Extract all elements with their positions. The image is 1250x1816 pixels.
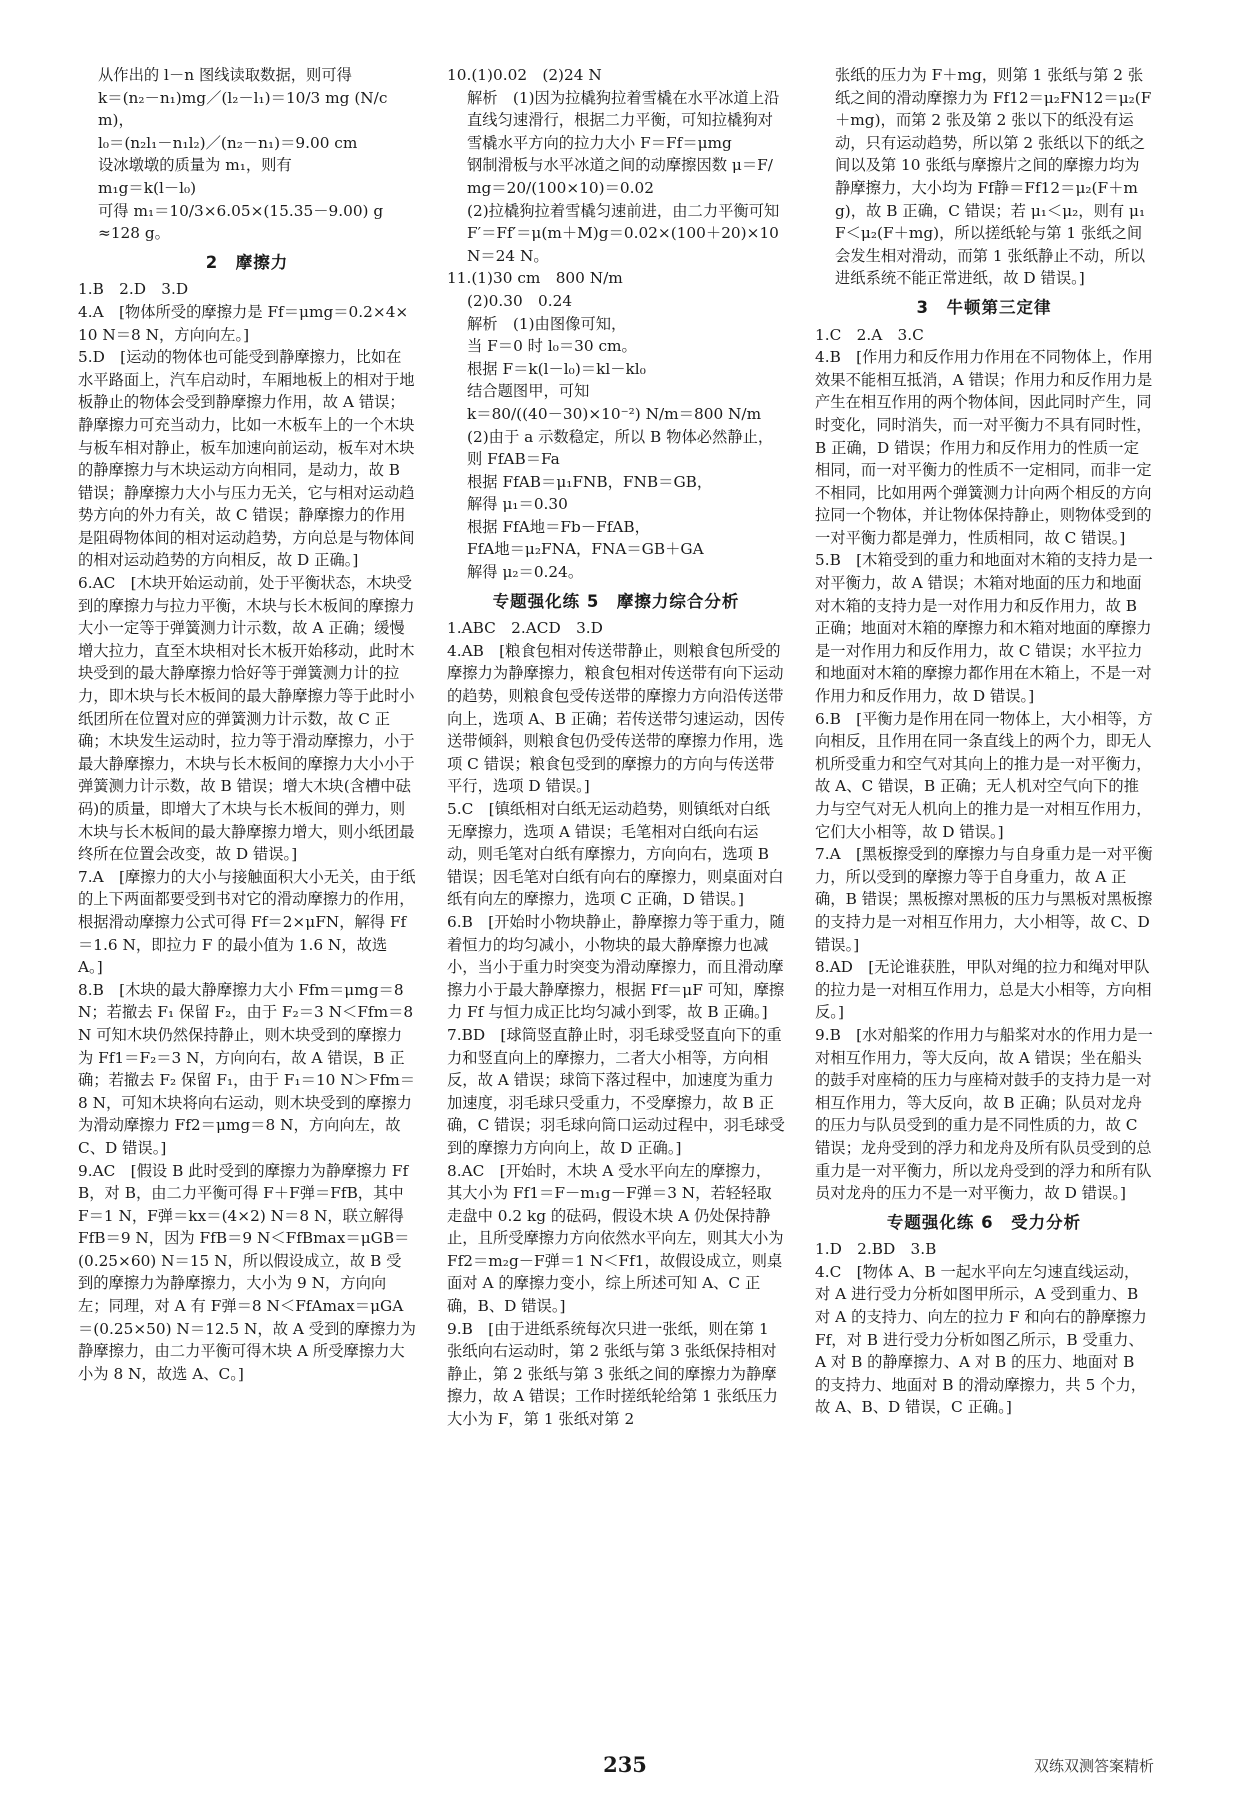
answer-line: 9.B [水对船桨的作用力与船桨对水的作用力是一对相互作用力，等大反向，故 A 错误；坐在船头的鼓手对座椅的压力与座椅对鼓手的支持力是一对相互作用力，等大反向，故 B 正确；队员对龙舟的压力与队员受到的重力是不同性质的力，故 C 错误；龙舟受到的浮力和龙舟及所有队员受到的总重力是一对平衡力，所以龙舟受到的浮力和所有队员对龙舟的压力不是一对平衡力，故 D 错误。]: [815, 1025, 1153, 1203]
answer-line: 9.B [由于进纸系统每次只进一张纸，则在第 1 张纸向右运动时，第 2 张纸与第 3 张纸保持相对静止，第 2 张纸与第 3 张纸之间的摩擦力为静摩擦力，故 A 错误；工作时搓纸轮给第 1 张纸压力大小为 F，第 1 张纸对第 2: [447, 1319, 778, 1429]
answer-line: FfA地＝μ₂FNA，FNA＝GB＋GA: [467, 540, 704, 559]
answer-line: 7.A [摩擦力的大小与接触面积大小无关，由于纸的上下两面都要受到书对它的滑动摩擦力的作用，根据滑动摩擦力公式可得 Ff＝2×μFN，解得 Ff＝1.6 N，即拉力 F 的最小值为 1.6 N，故选 A。]: [78, 867, 416, 977]
column-left: [78, 64, 416, 1385]
footer-label: 双练双测答案精析: [1033, 1757, 1154, 1775]
answer-line: 4.A [物体所受的摩擦力是 Ff＝μmg＝0.2×4×10 N＝8 N，方向向左。]: [78, 302, 409, 344]
answer-line: 根据 FfAB＝μ₁FNB，FNB＝GB，: [467, 472, 713, 491]
answer-line: 当 F＝0 时 l₀＝30 cm。: [467, 337, 637, 356]
answer-line: l₀＝(n₂l₁－n₁l₂)／(n₂－n₁)＝9.00 cm: [98, 133, 358, 152]
answer-line: 1.B 2.D 3.D: [78, 280, 189, 299]
answer-line: (2)由于 a 示数稳定，所以 B 物体必然静止，则 FfAB＝Fa: [467, 427, 774, 469]
answer-line: 5.D [运动的物体也可能受到静摩擦力，比如在水平路面上，汽车启动时，车厢地板上的相对于地板静止的物体会受到静摩擦力作用，故 A 错误；静摩擦力可充当动力，比如一木板车上的一个木块与板车相对静止，板车加速向前运动，板车对木块的静摩擦力与木块运动方向相同，是动力，故 B 错误；静摩擦力大小与压力无关，它与相对运动趋势方向的外力有关，故 C 错误；静摩擦力的作用是阻碍物体间的相对运动趋势，方向总是与物体间的相对运动趋势的方向相反，故 D 正确。]: [78, 348, 415, 570]
answer-line: 7.A [黑板擦受到的摩擦力与自身重力是一对平衡力，所以受到的摩擦力等于自身重力，故 A 正确，B 错误；黑板擦对黑板的压力与黑板对黑板擦的支持力是一对相互作用力，大小相等，故 C、D 错误。]: [815, 845, 1153, 954]
answer-line: 结合题图甲，可知: [467, 382, 590, 401]
answer-line: 解析 (1)由图像可知，: [467, 314, 627, 333]
answer-line: 1.D 2.BD 3.B: [815, 1240, 937, 1259]
answer-line: 从作出的 l－n 图线读取数据，则可得: [98, 66, 352, 84]
answer-line: 9.AC [假设 B 此时受到的摩擦力为静摩擦力 FfB，对 B，由二力平衡可得 F＋F弹＝FfB，其中 F＝1 N，F弹＝kx＝(4×2) N＝8 N，联立解得 FfB＝9 N，因为 FfB＝9 N＜FfBmax＝μGB＝(0.25×60) N＝15 N，所以假设成立，故 B 受到的摩擦力为静摩擦力，大小为 9 N，方向向左；同理，对 A 有 F弹＝8 N＜FfAmax＝μGA＝(0.25×50) N＝12.5 N，故 A 受到的摩擦力为静摩擦力，由二力平衡可得木块 A 所受摩擦力大小为 8 N，故选 A、C。]: [78, 1161, 416, 1383]
section-heading: 专题强化练 6 受力分析: [886, 1212, 1082, 1232]
answer-line: 11.(1)30 cm 800 N/m: [447, 269, 623, 288]
answer-line: 张纸的压力为 F＋mg，则第 1 张纸与第 2 张纸之间的滑动摩擦力为 Ff12＝μ₂FN12＝μ₂(F＋mg)，而第 2 张及第 2 张以下的纸没有运动，只有运动趋势，所以第 2 张纸以下的纸之间以及第 10 张纸与摩擦片之间的摩擦力均为静摩擦力，大小均为 Ff静＝Ff12＝μ₂(F＋mg)，故 B 正确，C 错误；若 μ₁＜μ₂，则有 μ₁F＜μ₂(F＋mg)，所以搓纸轮与第 1 张纸之间会发生相对滑动，而第 1 张纸静止不动，所以进纸系统不能正常进纸，故 D 错误。]: [835, 66, 1152, 288]
answer-line: 5.B [木箱受到的重力和地面对木箱的支持力是一对平衡力，故 A 错误；木箱对地面的压力和地面对木箱的支持力是一对作用力和反作用力，故 B 正确；地面对木箱的摩擦力和木箱对地面的摩擦力是一对作用力和反作用力，故 C 错误；水平拉力和地面对木箱的摩擦力都作用在木箱上，不是一对作用力和反作用力，故 D 错误。]: [815, 551, 1153, 706]
answer-line: 解得 μ₁＝0.30: [467, 495, 568, 514]
answer-line: k＝80/((40－30)×10⁻²) N/m＝800 N/m: [467, 404, 762, 423]
answer-line: 8.B [木块的最大静摩擦力大小 Ffm＝μmg＝8 N；若撤去 F₁ 保留 F₂，由于 F₂＝3 N＜Ffm＝8 N 可知木块仍然保持静止，则木块受到的摩擦力为 Ff1＝F₂＝3 N，方向向右，故 A 错误，B 正确；若撤去 F₂ 保留 F₁，由于 F₁＝10 N＞Ffm＝8 N，可知木块将向右运动，则木块受到的摩擦力为滑动摩擦力 Ff2＝μmg＝8 N，方向向左，故 C、D 错误。]: [78, 980, 416, 1157]
answer-line: 根据 FfA地＝Fb－FfAB，: [467, 517, 650, 536]
page-number: 235: [603, 1752, 647, 1777]
answer-line: k＝(n₂－n₁)mg／(l₂－l₁)＝10/3 mg (N/cm)，: [98, 88, 388, 130]
answer-line: m₁g＝k(l－l₀): [98, 178, 197, 197]
answer-line: (2)0.30 0.24: [467, 291, 573, 310]
answer-line: 5.C [镇纸相对白纸无运动趋势，则镇纸对白纸无摩擦力，选项 A 错误；毛笔相对白纸向右运动，则毛笔对白纸有摩擦力，方向向右，选项 B 错误；因毛笔对白纸有向右的摩擦力，则桌面对白纸有向左的摩擦力，选项 C 正确，D 错误。]: [447, 800, 784, 909]
answer-line: 8.AC [开始时，木块 A 受水平向左的摩擦力，其大小为 Ff1＝F－m₁g－F弹＝3 N，若轻轻取走盘中 0.2 kg 的砝码，假设木块 A 仍处保持静止，且所受摩擦力方向依然水平向左，则其大小为 Ff2＝m₂g－F弹＝1 N＜Ff1，故假设成立，则桌面对 A 的摩擦力变小，综上所述可知 A、C 正确，B、D 错误。]: [447, 1161, 784, 1316]
answer-line: 1.ABC 2.ACD 3.D: [447, 619, 603, 638]
section-heading: 2 摩擦力: [205, 252, 289, 272]
answer-line: 8.AD [无论谁获胜，甲队对绳的拉力和绳对甲队的拉力是一对相互作用力，总是大小相等，方向相反。]: [815, 958, 1152, 1022]
answer-line: 1.C 2.A 3.C: [815, 325, 924, 344]
answer-line: 6.AC [木块开始运动前，处于平衡状态，木块受到的摩擦力与拉力平衡，木块与长木板间的摩擦力大小一定等于弹簧测力计示数，故 A 正确；缓慢增大拉力，直至木块相对长木板开始移动，此时木块受到的最大静摩擦力恰好等于弹簧测力计的拉力，即木块与长木板间的最大静摩擦力等于此时小纸团所在位置对应的弹簧测力计示数，故 C 正确；木块发生运动时，拉力等于滑动摩擦力，小于最大静摩擦力，木块与长木板间的摩擦力大小小于弹簧测力计示数，故 B 错误；增大木块(含槽中砝码)的质量，即增大了木块与长木板间的弹力，则木块与长木板间的最大静摩擦力增大，则小纸团最终所在位置会改变，故 D 错误。]: [78, 574, 415, 864]
answer-line: 7.BD [球筒竖直静止时，羽毛球受竖直向下的重力和竖直向上的摩擦力，二者大小相等，方向相反，故 A 错误；球筒下落过程中，加速度为重力加速度，羽毛球只受重力，不受摩擦力，故 B 正确，C 错误；羽毛球向筒口运动过程中，羽毛球受到的摩擦力方向向上，故 D 正确。]: [447, 1025, 785, 1157]
answer-line: 根据 F＝k(l－l₀)＝kl－kl₀: [467, 359, 646, 378]
answer-line: ≈128 g。: [98, 224, 170, 243]
answer-line: 6.B [平衡力是作用在同一物体上，大小相等，方向相反，且作用在同一条直线上的两个力，即无人机所受重力和空气对其向上的推力是一对平衡力，故 A、C 错误，B 正确；无人机对空气向下的推力与空气对无人机向上的推力是一对相互作用力，它们大小相等，故 D 错误。]: [815, 709, 1153, 841]
column-middle: [447, 64, 785, 1431]
answer-line: 4.B [作用力和反作用力作用在不同物体上，作用效果不能相互抵消，A 错误；作用力和反作用力是产生在相互作用的两个物体间，因此同时产生，同时变化，同时消失，而一对平衡力不具有同时性，B 正确，D 错误；作用力和反作用力的性质一定相同，而一对平衡力的性质不一定相同，而非一定不相同，比如用两个弹簧测力计向两个相反的方向拉同一个物体，并让物体保持静止，则物体受到的一对平衡力都是弹力，性质相同，故 C 错误。]: [815, 348, 1153, 547]
answer-line: 解得 μ₂＝0.24。: [467, 563, 584, 582]
answer-line: 可得 m₁＝10/3×6.05×(15.35－9.00) g: [98, 201, 384, 220]
section-heading: 3 牛顿第三定律: [916, 297, 1052, 317]
answer-line: 10.(1)0.02 (2)24 N: [447, 66, 602, 84]
answer-line: 6.B [开始时小物块静止，静摩擦力等于重力，随着恒力的均匀减小，小物块的最大静摩擦力也减小，当小于重力时突变为滑动摩擦力，而且滑动摩擦力小于最大静摩擦力，根据 Ff＝μF 可知，摩擦力 Ff 与恒力成正比均匀减小到零，故 B 正确。]: [447, 912, 785, 1022]
answer-line: 钢制滑板与水平冰道之间的动摩擦因数 μ＝F/mg＝20/(100×10)＝0.02: [467, 156, 773, 197]
section-heading: 专题强化练 5 摩擦力综合分析: [492, 591, 740, 611]
answer-line: 解析 (1)因为拉橇狗拉着雪橇在水平冰道上沿直线匀速滑行，根据二力平衡，可知拉橇狗对雪橇水平方向的拉力大小 F＝Ff＝μmg: [467, 88, 780, 152]
column-right: [815, 64, 1153, 1419]
answer-line: (2)拉橇狗拉着雪橇匀速前进，由二力平衡可知 F′＝Ff′＝μ(m＋M)g＝0.02×(100＋20)×10 N＝24 N。: [467, 201, 780, 265]
answer-line: 4.AB [粮食包相对传送带静止，则粮食包所受的摩擦力为静摩擦力，粮食包相对传送带有向下运动的趋势，则粮食包受传送带的摩擦力方向沿传送带向上，选项 A、B 正确；若传送带匀速运动，因传送带倾斜，则粮食包仍受传送带的摩擦力作用，选项 C 错误；粮食包受到的摩擦力的方向与传送带平行，选项 D 错误。]: [447, 641, 785, 796]
answer-line: 4.C [物体 A、B 一起水平向左匀速直线运动，对 A 进行受力分析如图甲所示，A 受到重力、B 对 A 的支持力、向左的拉力 F 和向右的静摩擦力 Ff，对 B 进行受力分析如图乙所示，B 受重力、A 对 B 的静摩擦力、A 对 B 的压力、地面对 B 的支持力、地面对 B 的滑动摩擦力，共 5 个力，故 A、B、D 错误，C 正确。]: [815, 1262, 1147, 1417]
answer-line: 设冰墩墩的质量为 m₁，则有: [98, 156, 292, 175]
